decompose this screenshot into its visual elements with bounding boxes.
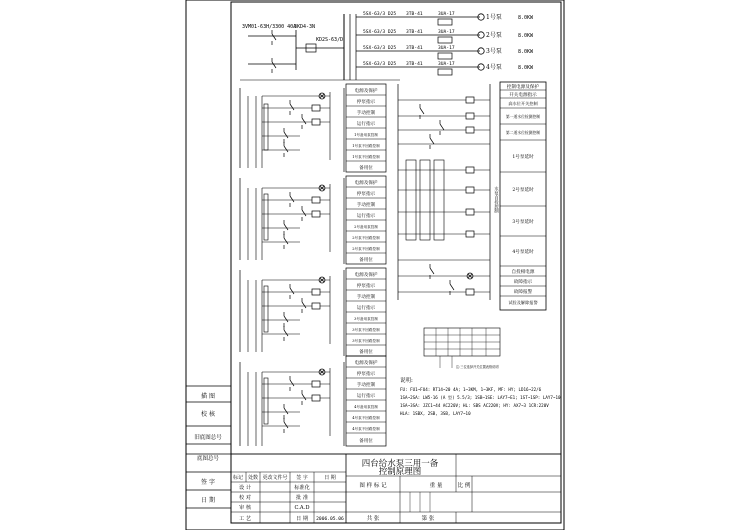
legend-item: 停泵指示 (356, 372, 376, 377)
legend-item: 运行指示 (356, 122, 376, 127)
panel-item: 故障指示 (513, 280, 533, 285)
pump-power: 8.0KW (518, 49, 534, 55)
row-value: 日 期 (295, 516, 309, 522)
legend-item: 2号备用泵控制 (354, 225, 378, 229)
pump-power: 8.0KW (518, 33, 534, 39)
panel-item: 第一道水位检测控制 (505, 114, 541, 119)
header-cell: 更改文件号 (262, 475, 288, 481)
legend-item: 手动控制 (356, 203, 376, 208)
legend-item: 电源及保护 (354, 89, 378, 94)
branch-breaker: 5SX-63/3 D25 (363, 30, 397, 35)
legend-block (346, 356, 386, 446)
legend-item: 备用位 (359, 439, 373, 444)
branch-contactor: 3TB-41 (406, 46, 423, 51)
legend-item: 3号备用泵控制 (354, 317, 378, 321)
branch-contactor: 3TB-41 (406, 12, 423, 17)
row-value: 批 准 (295, 495, 309, 501)
legend-item: 1号泵不回路控制 (352, 155, 380, 159)
control-circuit (240, 178, 344, 264)
panel-item: 1号泵延时 (512, 155, 534, 160)
control-circuit (240, 362, 344, 446)
legend-item: 备用位 (359, 350, 373, 355)
note-line: 1SA~3SA: JZC1~44 AC220V; HL: SBS AC220V; HY: AX7~3 1CR:220V (400, 403, 549, 408)
table-caption: 注:三位选择开关位置表格说明 (456, 365, 499, 369)
motor-branch (356, 45, 534, 59)
pump-label: 2号泵 (486, 32, 502, 39)
right-header: 比 例 (457, 483, 471, 489)
legend-item: 4号备用泵控制 (354, 405, 378, 409)
pump-label: 4号泵 (486, 64, 502, 71)
legend-item: 运行指示 (356, 306, 376, 311)
side-label: 校 核 (201, 411, 215, 418)
row-label: 设 计 (238, 485, 252, 491)
main-breaker-label: 3VM01-63H/3300 40A (242, 24, 297, 30)
sheet-count: 共 张 (366, 516, 380, 522)
legend-block (346, 176, 386, 264)
branch-relay: 3UA-17 (438, 30, 455, 35)
branch-relay: 3UA-17 (438, 62, 455, 67)
motor-branch (356, 61, 534, 75)
panel-item: 控制电源及保护 (506, 85, 540, 90)
legend-item: 2号泵不回路控制 (352, 247, 380, 251)
side-label: 底图总号 (196, 456, 220, 462)
branch-contactor: 3TB-41 (406, 30, 423, 35)
legend-item: 运行指示 (356, 394, 376, 399)
right-function-panel (494, 82, 547, 310)
outer-border (186, 0, 564, 530)
panel-item: 试验及解除报警 (508, 300, 538, 305)
notes-heading: 说明: (400, 378, 413, 384)
drawing-title: 四台给水泵三用一备 (361, 459, 439, 469)
control-circuit (240, 88, 344, 172)
legend-item: 备用位 (359, 166, 373, 171)
header-cell: 日 期 (324, 475, 336, 481)
panel-item: 高水位开关控制 (508, 101, 538, 106)
legend-item: 手动控制 (356, 295, 376, 300)
legend-item: 手动控制 (356, 383, 376, 388)
legend-item: 电源及保护 (354, 361, 378, 366)
panel-item: 自投相电源 (511, 270, 535, 275)
pump-label: 3号泵 (486, 48, 502, 55)
legend-item: 3号泵不回路控制 (352, 328, 380, 332)
pump-power: 8.0KW (518, 65, 534, 71)
control-circuits (240, 88, 344, 446)
sheet-number: 第 张 (421, 516, 435, 522)
row-label: 校 对 (238, 495, 252, 501)
side-label: 描 图 (201, 393, 215, 400)
legend-item: 1号泵不回路控制 (352, 144, 380, 148)
legend-item: 电源及保护 (354, 273, 378, 278)
motor-branch (356, 29, 534, 43)
pump-power: 8.0KW (518, 15, 534, 21)
side-label-column (186, 386, 231, 508)
legend-item: 2号泵不回路控制 (352, 236, 380, 240)
branch-breaker: 5SX-63/3 D25 (363, 62, 397, 67)
main-contactor-label: 3KD4-3N (294, 24, 316, 30)
right-header: 重 量 (429, 483, 443, 489)
dual-switch-label: KD2S-63/D (316, 37, 344, 43)
header-cell: 标记 (232, 475, 244, 481)
legend-item: 1号备用泵控制 (354, 133, 378, 137)
side-label: 日 期 (201, 497, 215, 504)
side-label: 旧底图总号 (194, 435, 222, 441)
branch-breaker: 5SX-63/3 D25 (363, 46, 397, 51)
panel-side-tag: 水泵自投控制 (493, 186, 499, 214)
panel-item: 第二道水位检测控制 (505, 130, 541, 135)
selector-table (424, 328, 500, 369)
header-cell: 签 字 (296, 475, 308, 481)
legend-block (346, 268, 386, 356)
note-line: HLA: 1SBX, 2SB, 3SB, LAY7~10 (400, 411, 471, 416)
branch-relay: 3UA-17 (438, 46, 455, 51)
legend-item: 运行指示 (356, 214, 376, 219)
legend-item: 3号泵不回路控制 (352, 339, 380, 343)
branch-breaker: 5SX-63/3 D25 (363, 12, 397, 17)
legend-item: 停泵指示 (356, 100, 376, 105)
panel-item: 2号泵延时 (512, 188, 534, 193)
auto-switch-circuit (398, 84, 490, 300)
legend-item: 备用位 (359, 258, 373, 263)
row-label: 审 核 (238, 505, 252, 511)
row-label: 工 艺 (238, 516, 252, 522)
row-value: 标准化 (294, 485, 310, 491)
legend-item: 电源及保护 (354, 181, 378, 186)
row-value: C.A.D (294, 505, 310, 511)
branch-relay: 3UA-17 (438, 12, 455, 17)
notes (400, 376, 561, 416)
motor-branch (356, 11, 534, 25)
legend-item: 停泵指示 (356, 192, 376, 197)
panel-item: 3号泵延时 (512, 220, 534, 225)
title-block (231, 454, 561, 523)
legend-block (346, 84, 386, 172)
legend-item: 手动控制 (356, 111, 376, 116)
drawing-subtitle: 控制原理图 (378, 467, 422, 477)
legend-item: 4号泵不回路控制 (352, 427, 380, 431)
panel-item: 4号泵延时 (512, 250, 534, 255)
branch-contactor: 3TB-41 (406, 62, 423, 67)
control-circuit (240, 270, 344, 356)
motor-branches (356, 11, 534, 75)
note-line: FU: FU1~FU4: RT14~20 4A; 1~3KM, 1~3KF, MF: HY; LD16~22/6 (400, 387, 542, 392)
legend-item: 停泵指示 (356, 284, 376, 289)
side-label: 签 字 (201, 479, 215, 486)
pump-label: 1号泵 (486, 14, 502, 21)
note-line: 1SA~2SA: LW5-16 (A 型) 5.5/3; 1SB~1SE: LAY7~E1; 1ST~1SP: LAY7~10 (400, 395, 561, 400)
panel-item: 开关电源指示 (509, 93, 537, 98)
header-cell: 处数 (247, 475, 259, 481)
right-header: 图 样 标 记 (359, 483, 387, 489)
drawing-date: 2006.05.06 (316, 517, 344, 522)
panel-item: 故障报警 (513, 290, 533, 295)
legend-item: 4号泵不回路控制 (352, 416, 380, 420)
